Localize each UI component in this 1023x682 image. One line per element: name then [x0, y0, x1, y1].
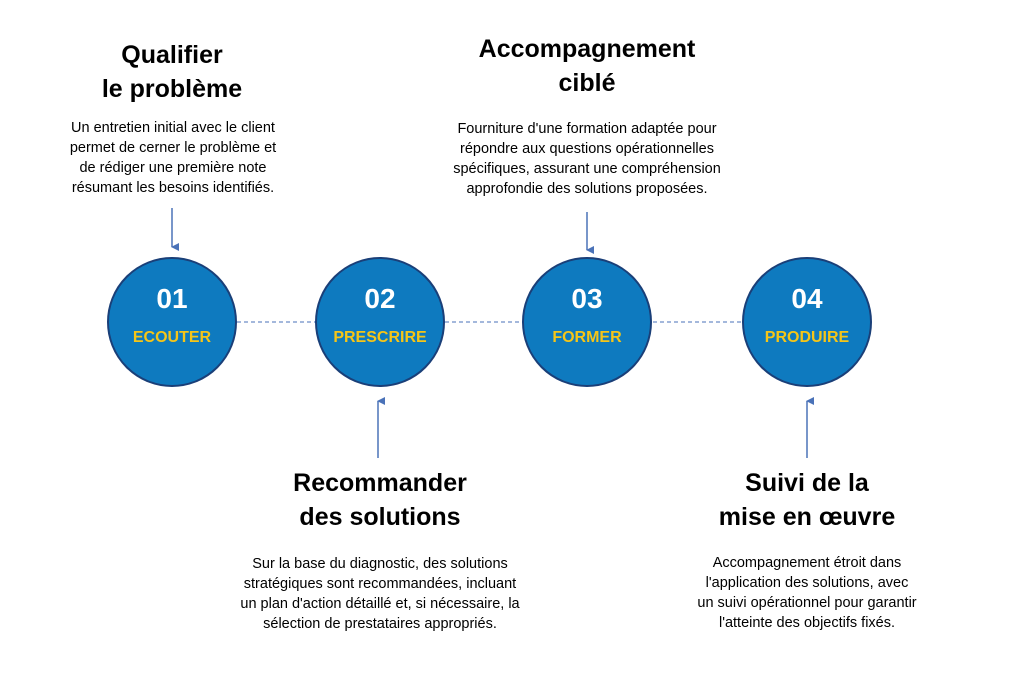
step-4-number: 04	[791, 283, 823, 314]
step-2-description: Sur la base du diagnostic, des solutions stratégiques sont recommandées, incluant un plan d'action détaillé et, si nécessaire, la sélection de prestataires appropriés.	[240, 556, 520, 632]
step-4-circle	[742, 257, 872, 387]
step-2-title: Recommander des solutions	[293, 469, 467, 531]
step-1-number: 01	[156, 283, 188, 314]
step-4-description: Accompagnement étroit dans l'application des solutions, avec un suivi opérationnel pour garantir l'atteinte des objectifs fixés.	[697, 555, 917, 631]
step-3-circle	[522, 257, 652, 387]
step-4-label: PRODUIRE	[764, 329, 850, 346]
step-2-number: 02	[364, 283, 396, 314]
step-3-label: FORMER	[552, 329, 622, 346]
step-1-circle	[107, 257, 237, 387]
step-1-description: Un entretien initial avec le client permet de cerner le problème et de rédiger une première note résumant les besoins identifiés.	[69, 120, 277, 196]
step-1-label: ECOUTER	[132, 329, 212, 346]
step-3-description: Fourniture d'une formation adaptée pour répondre aux questions opérationnelles spécifiques, assurant une compréhension approfondie des solutions proposées.	[453, 121, 721, 197]
step-3-number: 03	[571, 283, 603, 314]
step-1-title: Qualifier le problème	[101, 41, 243, 103]
step-3-title: Accompagnement ciblé	[478, 35, 696, 97]
step-2-circle	[315, 257, 445, 387]
step-4-title: Suivi de la mise en œuvre	[718, 469, 896, 531]
step-2-label: PRESCRIRE	[333, 329, 427, 346]
